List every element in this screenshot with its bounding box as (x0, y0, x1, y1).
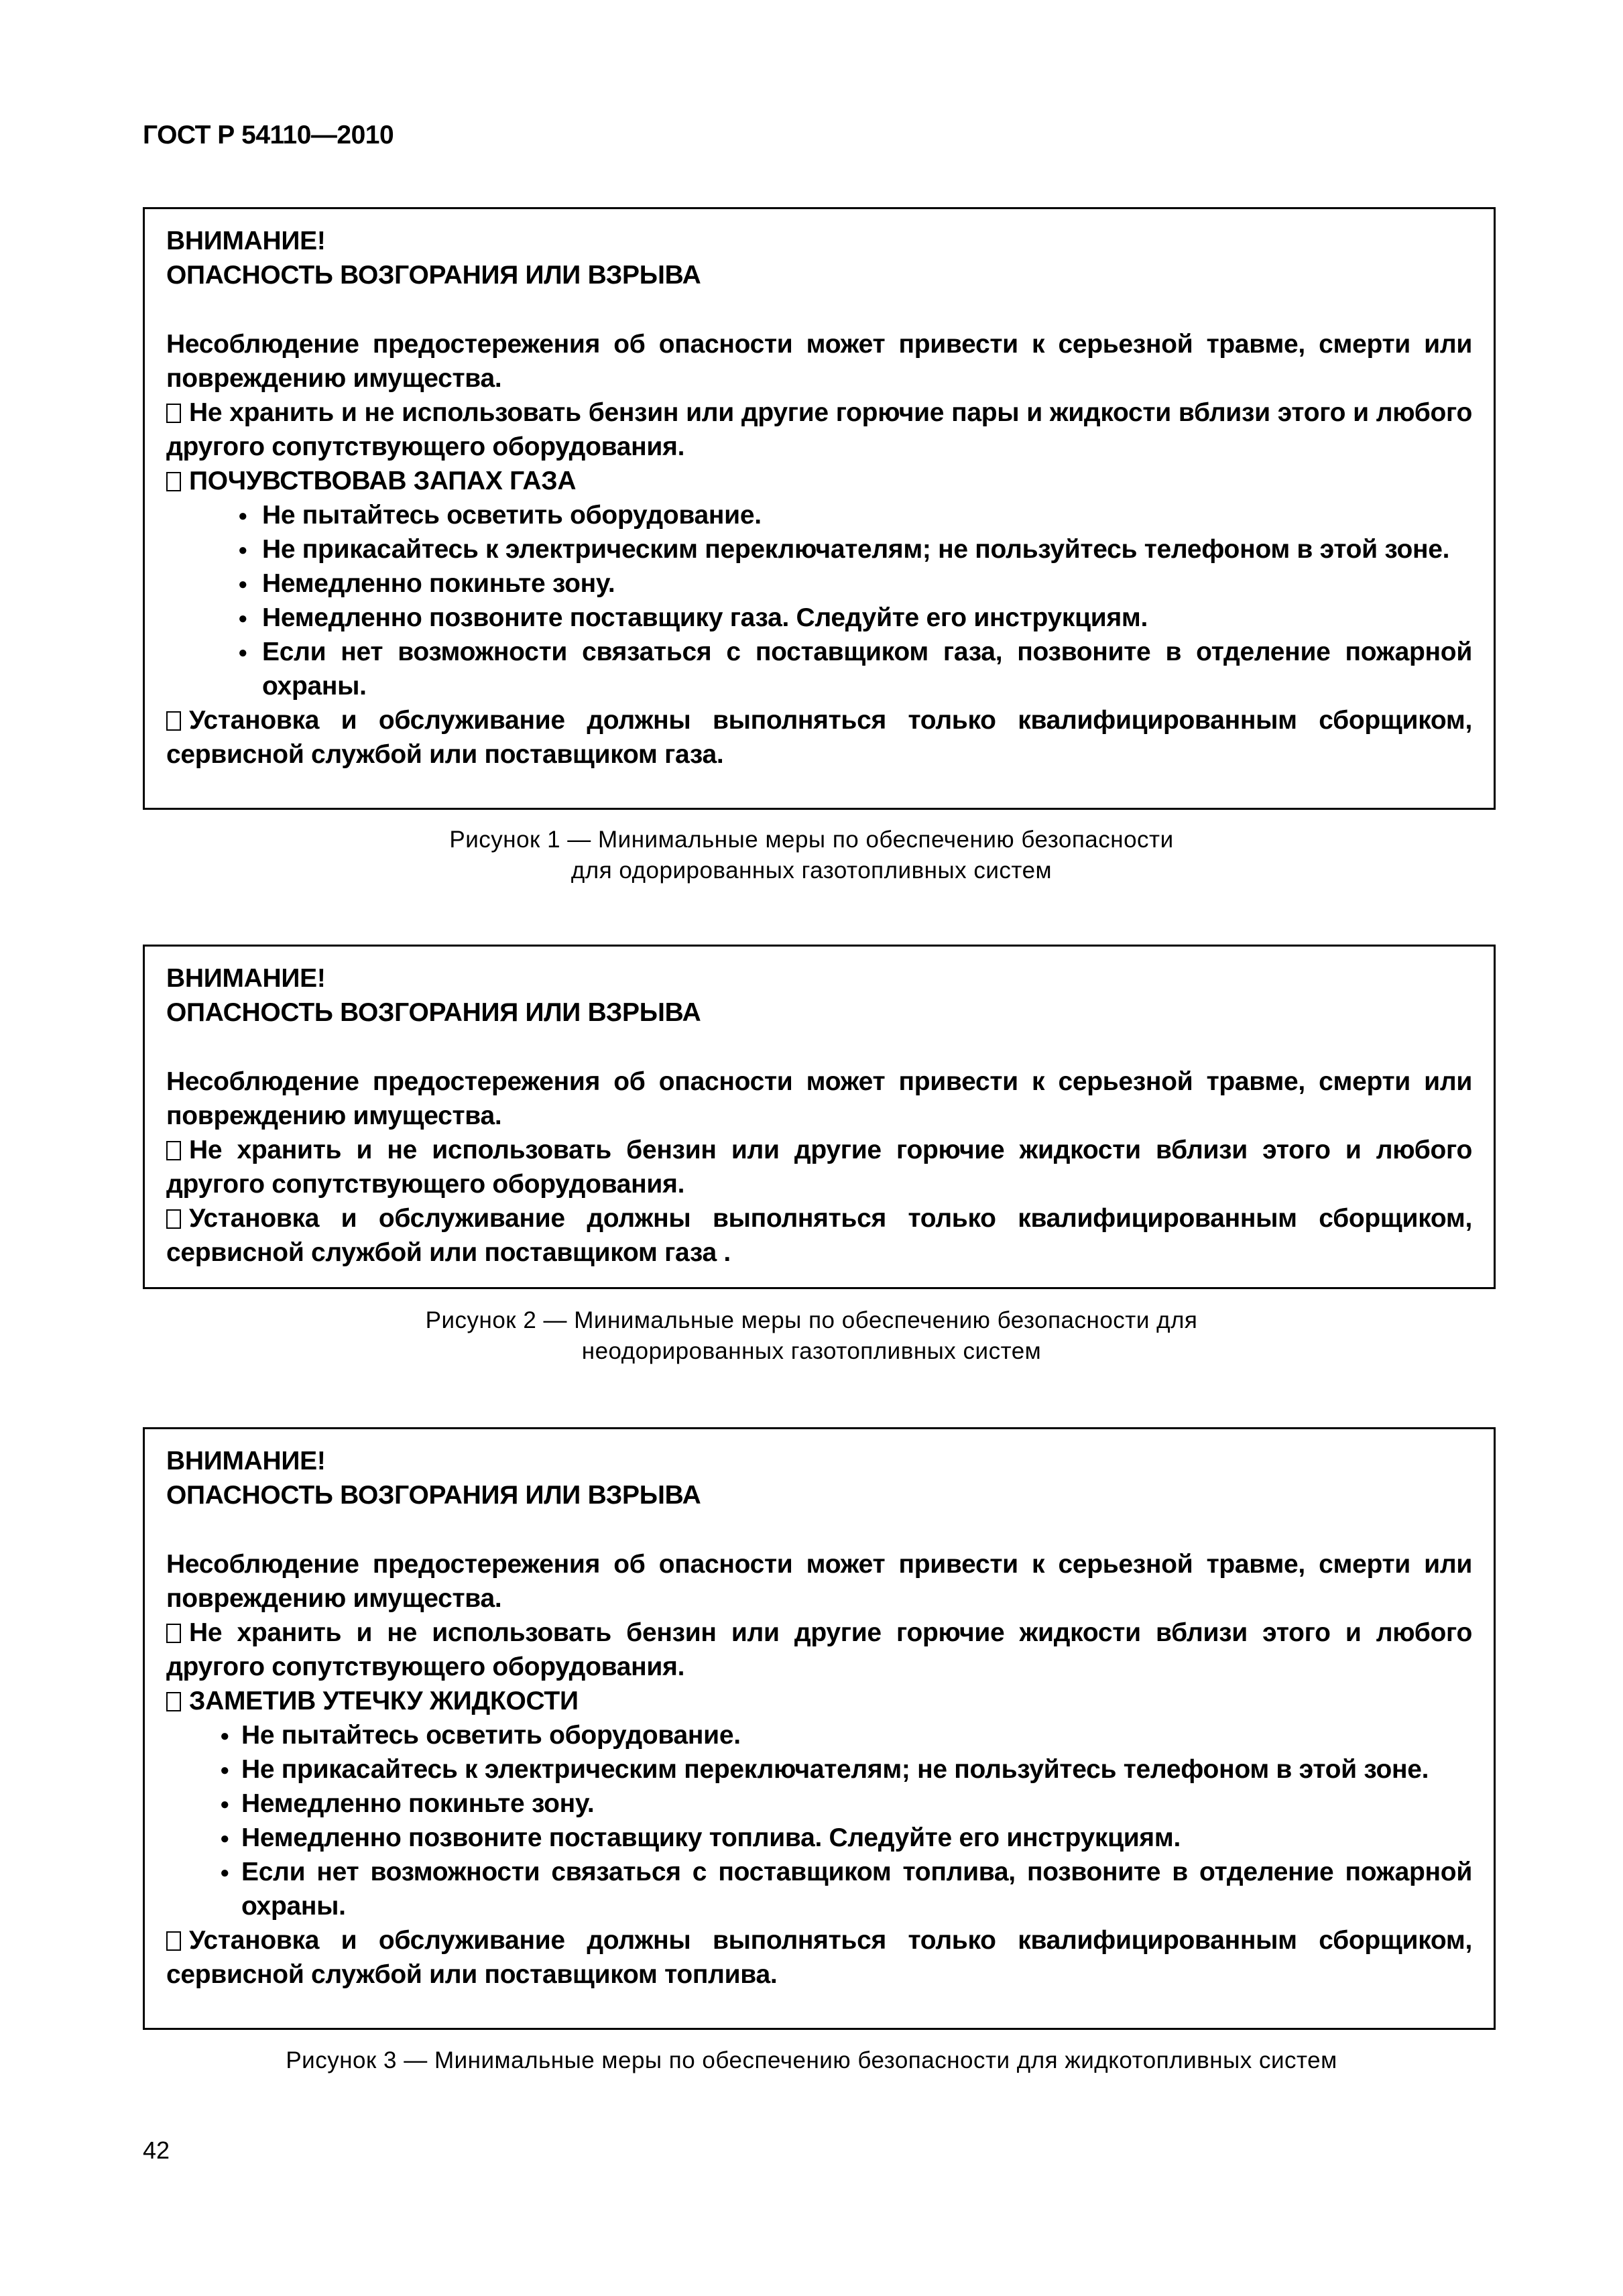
checkbox-square-icon (166, 1692, 181, 1711)
checkbox-square-icon (166, 1624, 181, 1643)
warning-item: Установка и обслуживание должны выполняться только квалифицированным сборщиком, сервисной службой или поставщиком топлива. (166, 1926, 1472, 1989)
bullet-item: ● Не пытайтесь осветить оборудование. (166, 498, 1472, 532)
warning-item: Установка и обслуживание должны выполняться только квалифицированным сборщиком, сервисной службой или поставщиком газа. (166, 706, 1472, 769)
checkbox-square-icon (166, 404, 181, 423)
danger-title: ОПАСНОСТЬ ВОЗГОРАНИЯ ИЛИ ВЗРЫВА (166, 1481, 701, 1510)
bullet-item: ● Немедленно позвоните поставщику газа. Следуйте его инструкциям. (166, 601, 1472, 635)
bullet-item: ● Немедленно покиньте зону. (166, 566, 1472, 601)
warning-title: ВНИМАНИЕ! (166, 1447, 326, 1475)
bullet-item: ● Не прикасайтесь к электрическим переключателям; не пользуйтесь телефоном в этой зоне. (166, 532, 1472, 566)
figure-caption-3 (0, 2045, 1623, 2076)
warning-intro: Несоблюдение предостережения об опасности может привести к серьезной травме, смерти или повреждению имущества. (166, 330, 1472, 393)
danger-title: ОПАСНОСТЬ ВОЗГОРАНИЯ ИЛИ ВЗРЫВА (166, 998, 701, 1027)
checkbox-square-icon (166, 1931, 181, 1951)
danger-title: ОПАСНОСТЬ ВОЗГОРАНИЯ ИЛИ ВЗРЫВА (166, 261, 701, 290)
warning-item: Не хранить и не использовать бензин или другие горючие жидкости вблизи этого и любого другого сопутствующего оборудования. (166, 1618, 1472, 1681)
bullet-item: ● Немедленно позвоните поставщику топлива. Следуйте его инструкциям. (166, 1821, 1472, 1855)
warning-box-1 (143, 207, 1496, 810)
caption-line: неодорированных газотопливных систем (581, 1338, 1042, 1364)
figure-caption-2 (0, 1305, 1623, 1367)
warning-intro: Несоблюдение предостережения об опасности может привести к серьезной травме, смерти или повреждению имущества. (166, 1067, 1472, 1130)
bullet-item: ● Если нет возможности связаться с поставщиком топлива, позвоните в отделение пожарной охраны. (166, 1855, 1472, 1923)
checkbox-square-icon (166, 1141, 181, 1160)
warning-intro: Несоблюдение предостережения об опасности может привести к серьезной травме, смерти или повреждению имущества. (166, 1550, 1472, 1613)
warning-box-2 (143, 945, 1496, 1289)
warning-item: Установка и обслуживание должны выполняться только квалифицированным сборщиком, сервисной службой или поставщиком газа . (166, 1204, 1472, 1267)
warning-title: ВНИМАНИЕ! (166, 964, 326, 993)
checkbox-square-icon (166, 472, 181, 491)
caption-line: Рисунок 2 — Минимальные меры по обеспечению безопасности для (425, 1307, 1198, 1333)
warning-item: ПОЧУВСТВОВАВ ЗАПАХ ГАЗА (166, 464, 1472, 498)
checkbox-square-icon (166, 1209, 181, 1229)
document-header: ГОСТ Р 54110—2010 (143, 121, 394, 149)
warning-item: Не хранить и не использовать бензин или другие горючие пары и жидкости вблизи этого и любого другого сопутствующего оборудования. (166, 398, 1472, 461)
warning-item: Не хранить и не использовать бензин или другие горючие жидкости вблизи этого и любого другого сопутствующего оборудования. (166, 1136, 1472, 1199)
bullet-item: ● Если нет возможности связаться с поставщиком газа, позвоните в отделение пожарной охраны. (166, 635, 1472, 703)
warning-box-3 (143, 1427, 1496, 2030)
caption-line: Рисунок 3 — Минимальные меры по обеспечению безопасности для жидкотопливных систем (286, 2047, 1337, 2073)
bullet-item: ● Не прикасайтесь к электрическим переключателям; не пользуйтесь телефоном в этой зоне. (166, 1752, 1472, 1787)
figure-caption-1 (0, 825, 1623, 886)
bullet-item: ● Не пытайтесь осветить оборудование. (166, 1718, 1472, 1752)
page-number: 42 (143, 2136, 170, 2164)
checkbox-square-icon (166, 711, 181, 731)
bullet-item: ● Немедленно покиньте зону. (166, 1787, 1472, 1821)
caption-line: Рисунок 1 — Минимальные меры по обеспечению безопасности (449, 827, 1174, 853)
warning-title: ВНИМАНИЕ! (166, 227, 326, 255)
caption-line: для одорированных газотопливных систем (570, 857, 1053, 884)
warning-item: ЗАМЕТИВ УТЕЧКУ ЖИДКОСТИ (166, 1684, 1472, 1718)
